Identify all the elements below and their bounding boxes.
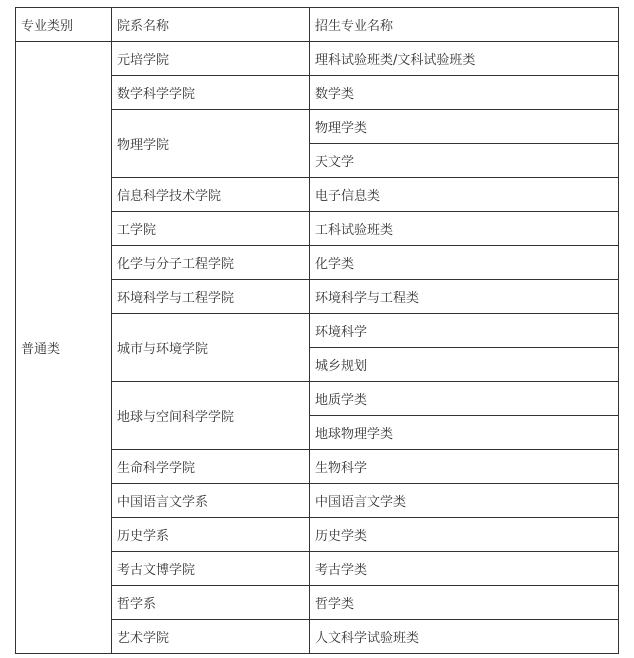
major-cell: 工科试验班类 [310,212,619,246]
department-cell: 信息科学技术学院 [112,178,310,212]
major-cell: 地质学类 [310,382,619,416]
department-cell: 物理学院 [112,110,310,178]
major-cell: 天文学 [310,144,619,178]
major-cell: 物理学类 [310,110,619,144]
major-cell: 理科试验班类/文科试验班类 [310,42,619,76]
major-cell: 中国语言文学类 [310,484,619,518]
department-cell: 历史学系 [112,518,310,552]
header-row [16,8,619,42]
department-cell: 化学与分子工程学院 [112,246,310,280]
department-cell: 工学院 [112,212,310,246]
department-cell: 中国语言文学系 [112,484,310,518]
header-category: 专业类别 [16,8,112,42]
department-cell: 生命科学学院 [112,450,310,484]
major-cell: 电子信息类 [310,178,619,212]
major-cell: 环境科学 [310,314,619,348]
header-major: 招生专业名称 [310,8,619,42]
department-cell: 地球与空间科学学院 [112,382,310,450]
header-department: 院系名称 [112,8,310,42]
table-body [16,42,619,654]
department-cell: 环境科学与工程学院 [112,280,310,314]
department-cell: 元培学院 [112,42,310,76]
major-cell: 生物科学 [310,450,619,484]
department-cell: 城市与环境学院 [112,314,310,382]
major-cell: 数学类 [310,76,619,110]
department-cell: 哲学系 [112,586,310,620]
major-cell: 城乡规划 [310,348,619,382]
department-cell: 考古文博学院 [112,552,310,586]
major-cell: 人文科学试验班类 [310,620,619,654]
table-header [16,8,619,42]
table-row [16,42,619,76]
major-cell: 考古学类 [310,552,619,586]
enrollment-majors-table [15,7,619,654]
department-cell: 艺术学院 [112,620,310,654]
major-cell: 哲学类 [310,586,619,620]
category-cell: 普通类 [16,42,112,654]
department-cell: 数学科学学院 [112,76,310,110]
major-cell: 化学类 [310,246,619,280]
major-cell: 环境科学与工程类 [310,280,619,314]
major-cell: 地球物理学类 [310,416,619,450]
major-cell: 历史学类 [310,518,619,552]
